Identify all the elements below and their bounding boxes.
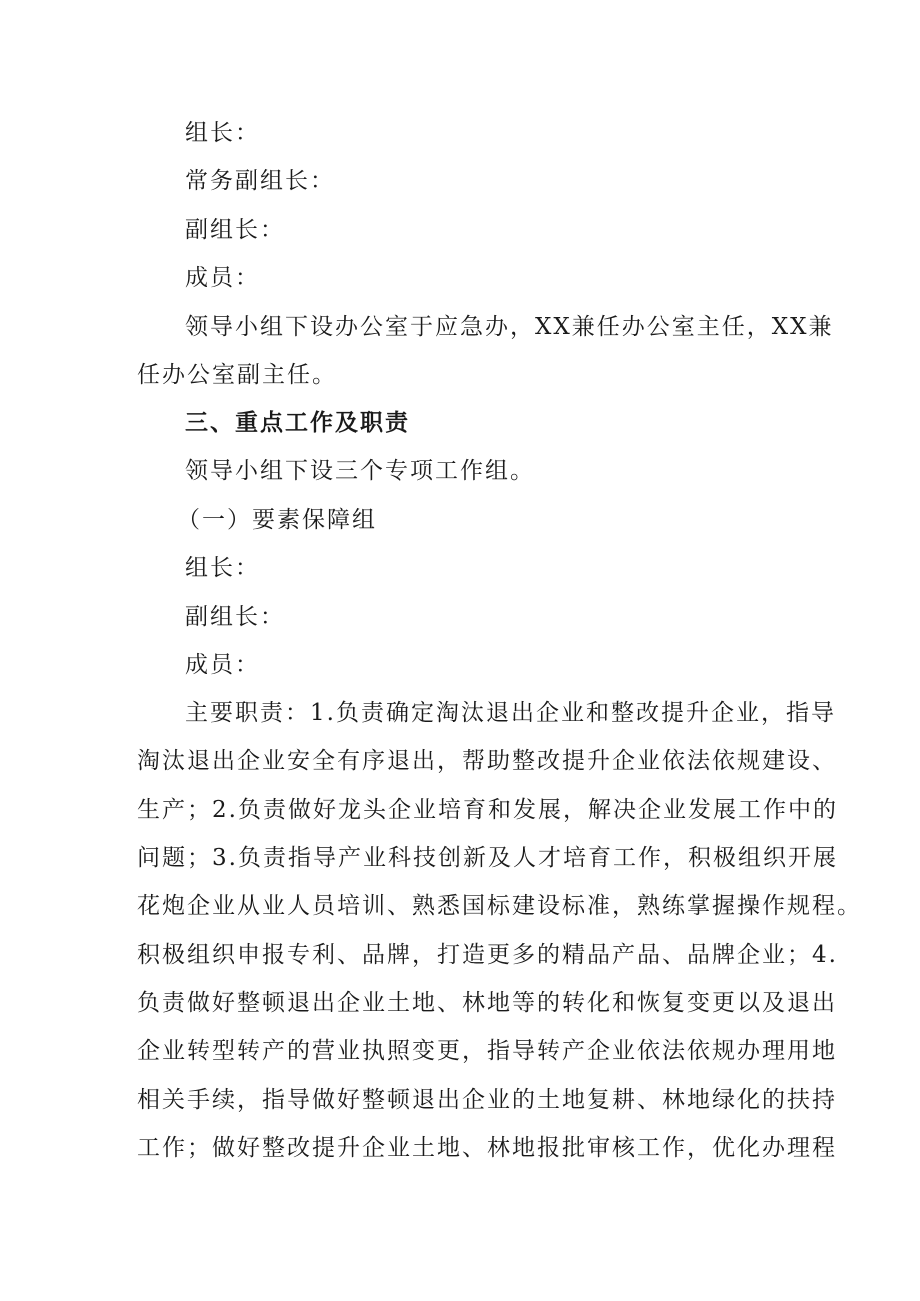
group1-deputy-label: 副组长： [185, 604, 285, 630]
duties-line: 积极组织申报专利、品牌，打造更多的精品产品、品牌企业；4. [137, 942, 838, 968]
leader-label: 组长： [185, 120, 260, 146]
duties-line: 花炮企业从业人员培训、熟悉国标建设标准，熟练掌握操作规程。 [137, 893, 862, 919]
duties-line: 工作；做好整改提升企业土地、林地报批审核工作，优化办理程 [137, 1135, 837, 1161]
group1-title: （一）要素保障组 [177, 507, 377, 533]
duties-line: 淘汰退出企业安全有序退出，帮助整改提升企业依法依规建设、 [137, 748, 837, 774]
section-heading: 三、重点工作及职责 [185, 410, 410, 436]
duties-line: 主要职责：1.负责确定淘汰退出企业和整改提升企业，指导 [185, 700, 836, 726]
duties-line: 企业转型转产的营业执照变更，指导转产企业依法依规办理用地 [137, 1038, 837, 1064]
duties-line: 相关手续，指导做好整顿退出企业的土地复耕、林地绿化的扶持 [137, 1087, 837, 1113]
group1-members-label: 成员： [185, 652, 260, 678]
executive-deputy-label: 常务副组长： [185, 168, 335, 194]
office-paragraph-line1: 领导小组下设办公室于应急办，XX兼任办公室主任，XX兼 [185, 314, 834, 340]
duties-line: 问题；3.负责指导产业科技创新及人才培育工作，积极组织开展 [137, 845, 838, 871]
duties-line: 负责做好整顿退出企业土地、林地等的转化和恢复变更以及退出 [137, 990, 837, 1016]
members-label: 成员： [185, 265, 260, 291]
deputy-label: 副组长： [185, 217, 285, 243]
group1-leader-label: 组长： [185, 555, 260, 581]
duties-line: 生产；2.负责做好龙头企业培育和发展，解决企业发展工作中的 [137, 797, 838, 823]
section-intro: 领导小组下设三个专项工作组。 [185, 458, 535, 484]
office-paragraph-line2: 任办公室副主任。 [137, 362, 337, 388]
